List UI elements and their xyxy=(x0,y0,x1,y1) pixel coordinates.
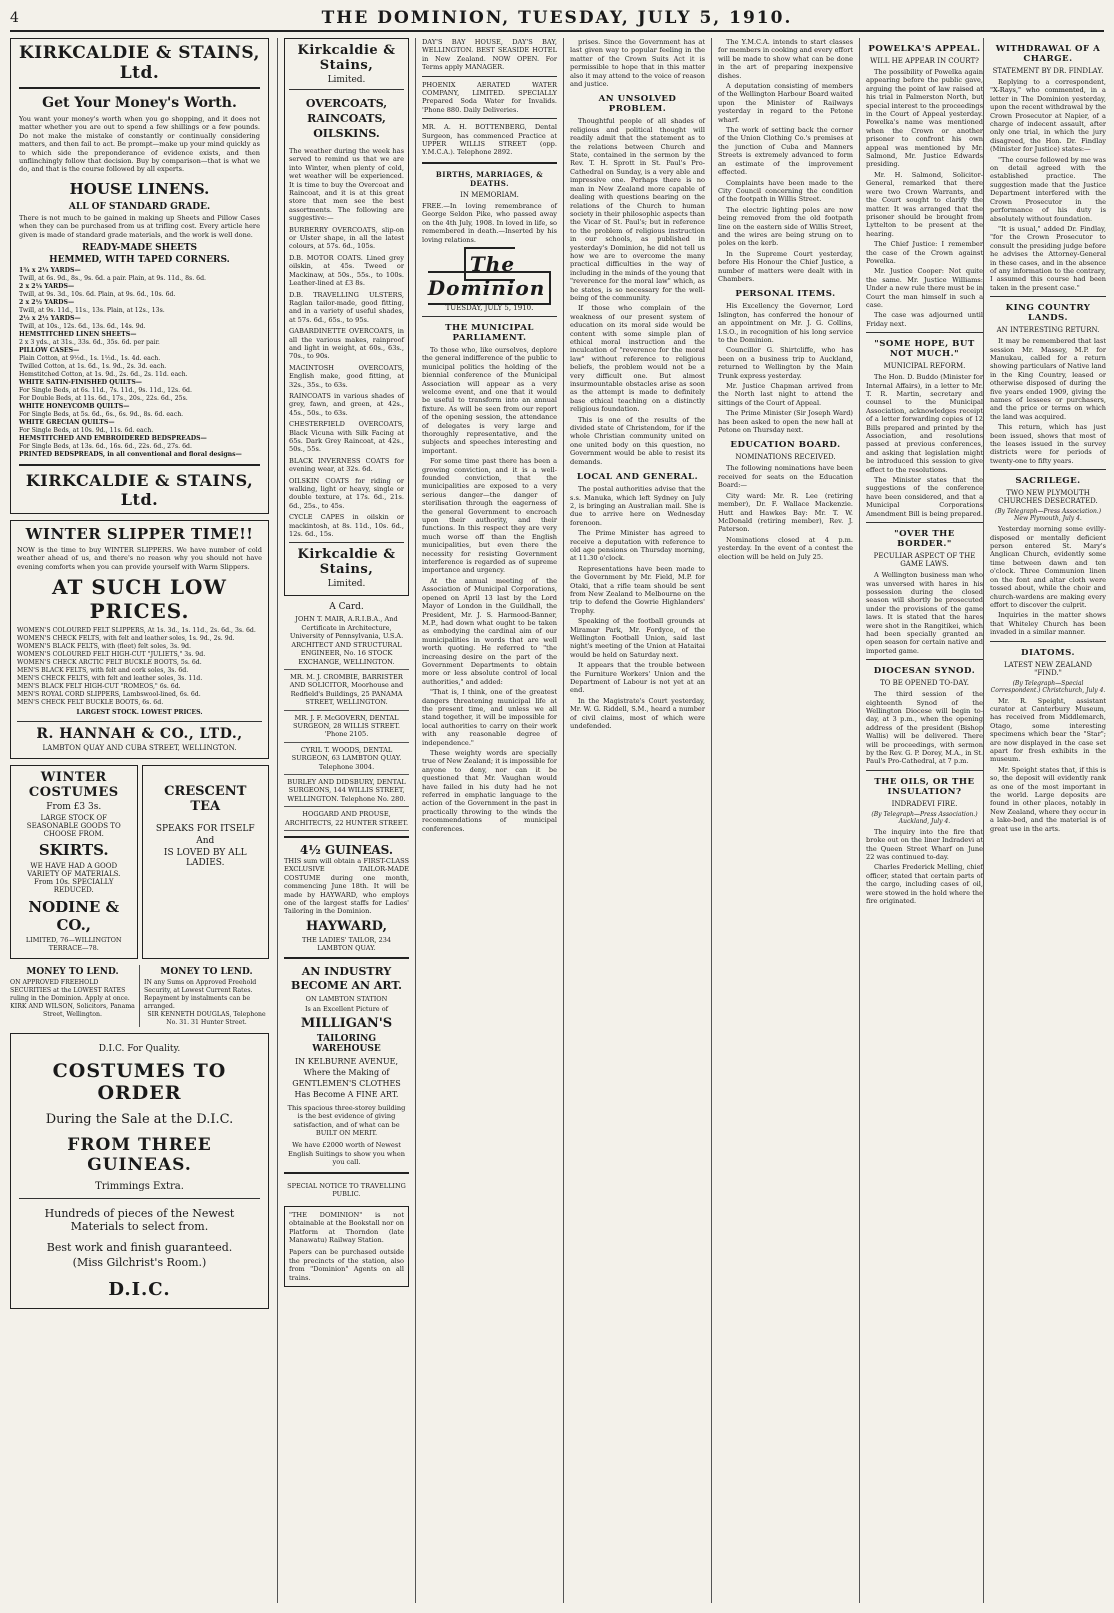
paragraph: Complaints have been made to the City Council concerning the condition of the footpath in Willis Street. xyxy=(718,178,853,204)
slipper-item: MEN'S ROYAL CORD SLIPPERS, Lambswool-lined, 6s. 6d. xyxy=(17,691,201,699)
price-line: For Double Beds, at 11s. 6d., 17s., 20s., 22s. 6d., 25s. xyxy=(19,395,188,403)
local-paragraph: Representations have been made to the Government by Mr. Field, M.P. for Otaki, that a rifle team should be sent from New Zealand to Melbourne on the trip to defend the Gowrie Highlanders' Trophy. xyxy=(570,564,705,615)
slipper-item: MEN'S BLACK FELTS, with felt and cork soles, 3s. 6d. xyxy=(17,667,189,675)
price-line: For Single Beds, at 5s. 6d., 6s., 6s. 9d., 8s. 6d. each. xyxy=(19,411,184,419)
coat-item: GABARDINETTE OVERCOATS, in all the various makes, rainproof and light in weight, at 60s., 63s., 70s., to 90s. xyxy=(289,327,404,361)
money-1-heading: MONEY TO LEND. xyxy=(26,967,119,978)
sheets-subheading: HEMMED, WITH TAPED CORNERS. xyxy=(49,255,230,266)
page-number: 4 xyxy=(10,10,19,26)
lead-paragraph: "That is, I think, one of the greatest dangers threatening municipal life at the present time, and unless we all stand together, it will be impossible for local authorities to carry on their work with any reasonable degree of independence." xyxy=(422,688,557,747)
slipper-item: WOMEN'S COLOURED FELT SLIPPERS, At 1s. 3d., 1s. 11d., 2s. 6d., 3s. 6d. xyxy=(17,627,256,635)
dic-footer: D.I.C. xyxy=(108,1279,171,1301)
border-heading: "OVER THE BORDER." xyxy=(894,529,955,550)
skirts-text: WE HAVE HAD A GOOD VARIETY OF MATERIALS. From 10s. SPECIALLY REDUCED. xyxy=(27,862,121,895)
coat-item: D.B. MOTOR COATS. Lined grey oilskin, at 45s. Tweed or Mackinaw, at 50s., 55s., to 100s. Leather-lined at £3 8s. xyxy=(289,253,404,288)
oils-heading: THE OILS, OR THE INSULATION? xyxy=(874,776,975,797)
notice-box xyxy=(284,1206,409,1287)
dic-costumes-heading: COSTUMES TO ORDER xyxy=(52,1060,227,1105)
problem-article xyxy=(570,117,705,466)
withdrawal-heading: WITHDRAWAL OF A CHARGE. xyxy=(995,44,1101,64)
skirts-heading: SKIRTS. xyxy=(38,841,109,860)
appeal-heading: POWELKA'S APPEAL. xyxy=(868,44,981,54)
money-2-heading: MONEY TO LEND. xyxy=(160,967,253,978)
milligan-text-2: This spacious three-storey building is the best evidence of giving satisfaction, and of what can be BUILT ON MERIT. xyxy=(287,1103,406,1138)
dic-sale: During the Sale at the D.I.C. xyxy=(45,1112,234,1128)
money-ad-1 xyxy=(10,965,140,1027)
education-heading: EDUCATION BOARD. xyxy=(730,440,841,451)
page-title: THE DOMINION, TUESDAY, JULY 5, 1910. xyxy=(321,8,793,28)
personal-paragraph: The Prime Minister (Sir Joseph Ward) has been asked to open the new hall at Petone on Thursday next. xyxy=(718,409,853,435)
linens-text: There is not much to be gained in making up Sheets and Pillow Cases when they can be purchased from us at trifling cost. Every article here given is made of standard grade materials, and the work is well done. xyxy=(19,213,260,239)
hope-subheading: MUNICIPAL REFORM. xyxy=(883,362,966,371)
border-article xyxy=(866,571,983,655)
price-line: WHITE SATIN-FINISHED QUILTS— xyxy=(19,379,142,387)
hope-paragraph: The Minister states that the suggestions of the conference have been considered, and that a Municipal Corporations Amendment Bill is being prepared. xyxy=(866,476,983,518)
dental-card: MR. A. H. BOTTENBERG, Dental Surgeon, has commenced Practice at UPPER WILLIS STREET (opp. Y.M.C.A.). Telephone 2892. xyxy=(422,123,557,157)
dic-room: (Miss Gilchrist's Room.) xyxy=(72,1256,207,1270)
appeal-paragraph: Mr. H. Salmond, Solicitor-General, remarked that there were two Crown Warrants, and the Court sought to clarify the matter. It was arranged that the prisoner should be brought from Lyttelton to be present at the hearing. xyxy=(866,170,983,238)
diatoms-byline: (By Telegraph—Special Correspondent.) Christchurch, July 4. xyxy=(990,679,1106,694)
hope-heading: "SOME HOPE, BUT NOT MUCH." xyxy=(874,339,975,360)
slipper-list xyxy=(17,627,262,717)
king-subheading: AN INTERESTING RETURN. xyxy=(996,326,1100,335)
column-4 xyxy=(570,38,712,1603)
column-1 xyxy=(10,38,278,1603)
crescent-text-2: And xyxy=(196,836,215,847)
column-4-top-text xyxy=(570,38,705,88)
milligan-text-3: We have £2000 worth of Newest English Suitings to show you when you call. xyxy=(288,1141,405,1167)
kirkcaldie-coats-ad xyxy=(284,38,409,596)
kirkcaldie-footer: KIRKCALDIE & STAINS, Ltd. xyxy=(25,471,254,510)
local-paragraph: In the Magistrate's Court yesterday, Mr. W. G. Riddell, S.M., heard a number of civil claims, most of which were undefended. xyxy=(570,696,705,731)
column-3 xyxy=(422,38,564,1603)
slipper-prices-heading: AT SUCH LOW PRICES. xyxy=(52,575,227,624)
price-line: HEMSTITCHED LINEN SHEETS— xyxy=(19,331,137,339)
education-subheading: NOMINATIONS RECEIVED. xyxy=(735,453,836,462)
column-7 xyxy=(990,38,1106,1603)
slipper-item: MEN'S CHECK FELTS, with felt and leather soles, 3s. 11d. xyxy=(17,675,203,683)
industry-sub: ON LAMBTON STATION xyxy=(305,994,388,1003)
coat-item: MACINTOSH OVERCOATS, English make, good fitting, at 32s., 35s., to 63s. xyxy=(289,363,404,389)
price-line: 2½ x 2½ YARDS— xyxy=(19,315,81,323)
nodine-address: LIMITED, 76—WILLINGTON TERRACE—78. xyxy=(25,936,122,953)
hope-article xyxy=(866,373,983,518)
sheets-heading: READY-MADE SHEETS xyxy=(81,243,198,254)
sacrilege-heading: SACRILEGE. xyxy=(1015,476,1081,487)
professional-card: MR. J. F. McGOVERN, DENTAL SURGEON, 28 WILLIS STREET. 'Phone 2105. xyxy=(284,714,409,743)
dic-ad xyxy=(10,1033,269,1309)
money-heading: Get Your Money's Worth. xyxy=(42,95,237,111)
slipper-heading: WINTER SLIPPER TIME!! xyxy=(25,525,254,544)
synod-heading: DIOCESAN SYNOD. xyxy=(873,666,976,677)
diatoms-subheading: LATEST NEW ZEALAND "FIND." xyxy=(1004,660,1092,677)
oils-paragraph: Charles Frederick Melling, chief officer, stated that certain parts of the cargo, including cases of oil, were stowed in the hold where the fire originated. xyxy=(866,863,983,906)
king-paragraph: It may be remembered that last session Mr. Massey, M.P. for Manukau, called for a return showing particulars of Native land in the King Country, leased or otherwise disposed of during the five years ended 1909, giving the names of lessees or purchasers, and the price or terms on which the land was acquired. xyxy=(990,337,1106,421)
price-line: Plain Cotton, at 9½d., 1s. 1½d., 1s. 4d. each. xyxy=(19,355,161,363)
slipper-item: WOMEN'S CHECK FELTS, with felt and leather soles, 1s. 9d., 2s. 9d. xyxy=(17,635,235,643)
lead-paragraph: For some time past there has been a growing conviction, and it is a well-founded conviction, that the municipalities are exposed to a very serious danger—the danger of sterilisation through the eagerness of the general Government to encroach upon their authority, and their functions. In this respect they are very much worse off than the English municipalities, but even there the necessity for resisting Government interference is regarded as of supreme importance and urgency. xyxy=(422,457,557,575)
costumes-ad xyxy=(10,765,138,959)
diatoms-paragraph: Mr. R. Speight, assistant curator at Canterbury Museum, has received from Middlemarch, Otago, some interesting specimens which bear the "Star"; are now displayed in the case set apart for fresh exhibits in the museum. xyxy=(990,696,1106,764)
lead-paragraph: These weighty words are specially true of New Zealand; it is impossible for anyone to deny, nor can it be questioned that Mr. Vaughan would have failed in his duty had he not referred in emphatic language to the action of the Government in the past in practically throwing to the winds the recommendations of municipal conferences. xyxy=(422,749,557,833)
hope-paragraph: The Hon. D. Buddo (Minister for Internal Affairs), in a letter to Mr. T. R. Martin, secretary and counsel to the Municipal Association, acknowledges receipt of a letter forwarding copies of 12 Bills prepared and printed by the Association, and resolutions passed at previous conferences, and asking that legislation might be introduced this session to give effect to the resolutions. xyxy=(866,373,983,474)
column-6 xyxy=(866,38,984,1603)
industry-heading: AN INDUSTRY BECOME AN ART. xyxy=(291,964,402,992)
memoriam-heading: IN MEMORIAM. xyxy=(460,190,519,199)
price-line: Hemstitched Cotton, at 1s. 9d., 2s. 6d., 2s. 11d. each. xyxy=(19,371,188,379)
lead-paragraph: To those who, like ourselves, deplore the general indifference of the public to municipal politics the holding of the biennial conference of the Municipal Association will appear as a very welcome event, and one that it would be useful to transform into an annual fixture. As will be seen from our report of the opening session, the attendance of delegates is very large and thoroughly representative, and the subjects and speeches interesting and important. xyxy=(422,345,557,455)
slipper-item: WOMEN'S BLACK FELTS, with (fleet) felt soles, 3s. 9d. xyxy=(17,643,191,651)
nodine-name: NODINE & CO., xyxy=(28,898,120,935)
price-line: For Single Beds, at 13s. 6d., 16s. 6d., 22s. 6d., 27s. 6d. xyxy=(19,443,192,451)
paragraph: A deputation consisting of members of the Wellington Harbour Board waited upon the Minister of Railways yesterday in regard to the Petone wharf. xyxy=(718,82,853,124)
money-1-firm: KIRK AND WILSON, Solicitors, Panama Street, Wellington. xyxy=(10,1003,135,1019)
money-ad-2 xyxy=(144,965,269,1027)
price-line: PRINTED BEDSPREADS, in all conventional and floral designs— xyxy=(19,451,242,459)
coat-item: OILSKIN COATS for riding or walking, light or heavy, single or double texture, at 17s. 6d., 21s. 6d., 25s., to 45s. xyxy=(289,476,404,510)
kirk-coats-heading-2: Kirkcaldie & Stains, xyxy=(297,547,396,578)
coat-item: CYCLE CAPES in oilskin or mackintosh, at 8s. 11d., 10s. 6d., 12s. 6d., 15s. xyxy=(289,513,404,539)
crescent-text-1: SPEAKS FOR ITSELF xyxy=(155,824,255,835)
money-text: You want your money's worth when you go shopping, and it does not matter whether you are out to spend a few shillings or a few pounds. Do not make the mistake of constantly or continually considering matters, and then fail to act. Be prompt—make up your mind quickly as to which side the preponderance of evidence exists, and then unflinchingly follow that decision. Buy by comparison—that is what we do, and that is the course followed by all experts. xyxy=(19,115,260,174)
appeal-paragraph: The case was adjourned until Friday next. xyxy=(866,311,983,328)
costume-crescent-row xyxy=(10,765,269,959)
money-2-firm: SIR KENNETH DOUGLAS, Telephone No. 31. 31 Hunter Street. xyxy=(147,1011,266,1027)
appeal-article xyxy=(866,68,983,328)
slipper-item: WOMEN'S COLOURED FELT HIGH-CUT "JULIETS," 3s. 9d. xyxy=(17,651,206,659)
problem-paragraph: This is one of the results of the divided state of Christendom, for if the whole Christian community united on one united body on this question, no Government would be able to resist its demands. xyxy=(570,415,705,466)
money-1-text: ON APPROVED FREEHOLD SECURITIES at the LOWEST RATES ruling in the Dominion. Apply at once. xyxy=(10,979,130,1003)
crescent-text-3: IS LOVED BY ALL LADIES. xyxy=(163,848,247,869)
milligan-name: MILLIGAN'S xyxy=(300,1015,393,1031)
slipper-item: MEN'S BLACK FELT HIGH-CUT "ROMEOS," 6s. 6d. xyxy=(17,683,181,691)
date-line: TUESDAY, JULY 5, 1910. xyxy=(445,303,534,312)
kirkcaldie-heading: KIRKCALDIE & STAINS, Ltd. xyxy=(19,43,260,83)
king-paragraph: This return, which has just been issued, shows that most of the leases issued in the survey districts were for periods of twenty-one to fifty years. xyxy=(990,423,1106,465)
hayward-name: HAYWARD, xyxy=(306,918,387,934)
dominion-masthead xyxy=(422,252,557,300)
education-paragraph: Nominations closed at 4 p.m. yesterday. In the event of a contest the election will be held on July 25. xyxy=(718,535,853,561)
slipper-item: MEN'S CHECK FELT BUCKLE BOOTS, 6s. 6d. xyxy=(17,699,164,707)
price-line: 2 x 2½ YARDS— xyxy=(19,299,75,307)
dic-pieces: Hundreds of pieces of the Newest Materials to select from. xyxy=(44,1207,235,1234)
price-line: Twill, at 9s. 11d., 11s., 13s. Plain, at 12s., 13s. xyxy=(19,307,165,315)
notice-text-2: Papers can be purchased outside the precincts of the station, also from "Dominion" Agents on all trains. xyxy=(289,1248,404,1282)
withdrawal-article xyxy=(990,78,1106,292)
notice-text: "THE DOMINION" is not obtainable at the Bookstall nor on Platform at Thorndon (late Manawatu) Railway Station. xyxy=(289,1210,404,1244)
linens-heading: HOUSE LINENS. xyxy=(69,179,210,198)
coat-item: RAINCOATS in various shades of grey, fawn, and green, at 42s., 45s., 50s., to 63s. xyxy=(289,391,404,417)
professional-card: CYRIL T. WOODS, DENTAL SURGEON, 63 LAMBTON QUAY. Telephone 3004. xyxy=(284,746,409,775)
dominion-logo: The Dominion xyxy=(428,247,551,305)
sacrilege-article xyxy=(990,525,1106,636)
crescent-ad xyxy=(142,765,270,959)
cards-heading: A Card. xyxy=(329,602,364,613)
price-line: 2 x 3 yds., at 31s., 33s. 6d., 35s. 6d. per pair. xyxy=(19,339,160,347)
dic-guineas: FROM THREE GUINEAS. xyxy=(67,1135,212,1176)
oils-subheading: INDRADEVI FIRE. xyxy=(891,799,958,808)
synod-subheading: TO BE OPENED TO-DAY. xyxy=(879,679,970,688)
personal-heading: PERSONAL ITEMS. xyxy=(735,289,836,300)
price-line: WHITE HONEYCOMB QUILTS— xyxy=(19,403,130,411)
education-article xyxy=(718,464,853,560)
paragraph: In the Supreme Court yesterday, before His Honour the Chief Justice, a number of matters were dealt with in Chambers. xyxy=(718,249,853,283)
personal-paragraph: Councillor G. Shirtcliffe, who has been on a business trip to Auckland, returned to Wellington by the Main Trunk express yesterday. xyxy=(718,346,853,380)
column-2 xyxy=(284,38,416,1603)
dic-best: Best work and finish guaranteed. xyxy=(46,1241,233,1255)
personal-paragraph: Mr. Justice Chapman arrived from the North last night to attend the sittings of the Court of Appeal. xyxy=(718,382,853,407)
phoenix-ad: PHOENIX AERATED WATER COMPANY, LIMITED. SPECIALLY Prepared Soda Water for Invalids. 'Phone 880. Daily Deliveries. xyxy=(422,80,557,114)
hannah-address: LAMBTON QUAY AND CUBA STREET, WELLINGTON. xyxy=(42,744,237,753)
withdrawal-subheading: STATEMENT BY DR. FINDLAY. xyxy=(992,67,1104,75)
column-5-top-text xyxy=(718,38,853,283)
local-paragraph: The postal authorities advise that the s.s. Manuka, which left Sydney on July 2, is bringing an Australian mail. She is due to arrive here on Wednesday forenoon. xyxy=(570,485,705,527)
diatoms-heading: DIATOMS. xyxy=(1021,647,1075,658)
dic-trimmings: Trimmings Extra. xyxy=(95,1181,184,1193)
dic-small: D.I.C. For Quality. xyxy=(98,1044,181,1055)
king-article xyxy=(990,337,1106,465)
synod-paragraph: The third session of the eighteenth Synod of the Wellington Diocese will begin to-day, at 3 p.m., when the opening address of the president (Bishop Wallis) will be delivered. There will be proceedings, with sermon by the Rev. G. P. Dorey, M.A., in St. Paul's Pro-Cathedral, at 7 p.m. xyxy=(866,690,983,766)
lead-heading: THE MUNICIPAL PARLIAMENT. xyxy=(445,322,534,343)
local-paragraph: Speaking of the football grounds at Miramar Park, Mr. Fordyce, of the Wellington Football Union, said last night's meeting of the Union at Hataitai would be held on Saturday next. xyxy=(570,617,705,659)
crescent-heading: CRESCENT TEA xyxy=(164,784,247,815)
masthead xyxy=(10,6,1104,32)
professional-card: BURLEY AND DIDSBURY, DENTAL SURGEONS, 144 WILLIS STREET, WELLINGTON. Telephone No. 280. xyxy=(284,778,409,807)
coat-item: BURBERRY OVERCOATS, slip-on or Ulster shape, in all the latest colours, at 57s. 6d., 105s. xyxy=(289,225,404,251)
column-5 xyxy=(718,38,860,1603)
coat-item: D.B. TRAVELLING ULSTERS, Raglan tailor-made, good fitting, and in a variety of useful shades, at 57s. 6d., 65s., to 95s. xyxy=(289,290,404,324)
paragraph: The electric lighting poles are now being removed from the old footpath line on the eastern side of Willis Street, and the wires are being strung on to poles on the kerb. xyxy=(718,205,853,248)
local-heading: LOCAL AND GENERAL. xyxy=(576,472,699,483)
price-line: Twill, at 10s., 12s. 6d., 13s. 6d., 14s. 9d. xyxy=(19,323,146,331)
slipper-item: WOMEN'S CHECK ARCTIC FELT BUCKLE BOOTS, 5s. 6d. xyxy=(17,659,202,667)
personal-paragraph: His Excellency the Governor, Lord Islington, has conferred the honour of an appointment on Mr. J. G. Collins, I.S.O., in recognition of his long service to the Dominion. xyxy=(718,302,853,344)
professional-card: JOHN T. MAIR, A.R.I.B.A., And Certificate in Architecture, University of Pennsylvania, U.S.A. ARCHITECT AND STRUCTURAL ENGINEER, No. 16 STOCK EXCHANGE, WELLINGTON. xyxy=(284,615,409,669)
days-bay-ad: DAY'S BAY HOUSE, DAY'S BAY, WELLINGTON. BEST SEASIDE HOTEL in New Zealand. NOW OPEN. For Terms apply MANAGER. xyxy=(422,38,557,72)
personal-article xyxy=(718,302,853,434)
lead-article xyxy=(422,346,557,833)
money-2-text: IN any Sums on Approved Freehold Security, at Lowest Current Rates. Repayment by instalments can be arranged. xyxy=(144,979,257,1011)
appeal-paragraph: The possibility of Powelka again appearing before the public gave, arguing the point of law raised at his trial in Palmerston North, but special interest to the proceedings in the Court of Appeal yesterday. Powelka's name was mentioned when the Crown or another prisoner to confront his own appeal was mentioned by Mr. Salmond, Mr. Justice Edwards presiding. xyxy=(866,68,983,169)
price-line: Twilled Cotton, at 1s. 6d., 1s. 9d., 2s. 3d. each. xyxy=(19,363,167,371)
education-paragraph: City ward: Mr. R. Lee (retiring member), Dr. F. Wallace Mackenzie. Hutt and Hawkes Bay: Mr. T. W. McDonald (retiring member), Rev. J. Paterson. xyxy=(718,491,853,534)
price-list xyxy=(19,267,260,459)
sacrilege-paragraph: Yesterday morning some evilly-disposed or mentally deficient person entered St. Mary's Anglican Church, evidently some time between dawn and ten o'clock. Three Communion linen on the font and altar cloth were tossed about, while the choir and church-wardens are making every effort to discover the culprit. xyxy=(990,525,1106,609)
paragraph: prises. Since the Government has at last given way to popular feeling in the matter of the Crown Suits Act it is permissible to hope that in this matter also it may attend to the voice of reason and justice. xyxy=(570,38,705,89)
price-line: 2 x 2¼ YARDS— xyxy=(19,283,75,291)
price-line: HEMSTITCHED AND EMBROIDERED BEDSPREADS— xyxy=(19,435,207,443)
oils-byline: (By Telegraph—Press Association.) Auckland, July 4. xyxy=(871,810,978,825)
withdrawal-paragraph: Replying to a correspondent, "X-Rays," who commented, in a letter in The Dominion yesterday, upon the recent withdrawal by the Crown Prosecutor at Napier, of a charge of indecent assault, after only one trial, in which the jury disagreed, the Hon. Dr. Findlay (Minister for Justice) states:— xyxy=(990,78,1106,154)
hannah-name: R. HANNAH & CO., LTD., xyxy=(36,726,243,743)
price-line: Twill, at 9s. 3d., 10s. 6d. Plain, at 9s. 6d., 10s. 6d. xyxy=(19,291,176,299)
price-line: For Single Beds, at 6s. 11d., 7s. 11d., 9s. 11d., 12s. 6d. xyxy=(19,387,192,395)
oils-article xyxy=(866,828,983,906)
milligan-text: IN KELBURNE AVENUE, Where the Making of GENTLEMEN'S CLOTHES Has Become A FINE ART. xyxy=(292,1056,401,1099)
industry-text: Is an Excellent Picture of xyxy=(304,1004,389,1013)
appeal-subheading: WILL HE APPEAR IN COURT? xyxy=(870,57,979,65)
price-line: 1¾ x 2¼ YARDS— xyxy=(19,267,81,275)
paragraph: The Y.M.C.A. intends to start classes for members in cooking and every effort will be made to show what can be done in the art of preparing inexpensive dishes. xyxy=(718,38,853,80)
local-paragraph: It appears that the trouble between the Furniture Workers' Union and the Department of Labour is not yet at an end. xyxy=(570,661,705,695)
slipper-text: NOW is the time to buy WINTER SLIPPERS. We have number of cold weather ahead of us, and there's no reason why you should not have evening comforts when you can provide yourself with Warm Slippers. xyxy=(17,546,262,571)
appeal-paragraph: The Chief Justice: I remember the case of the Crown against Powelka. xyxy=(866,240,983,265)
professional-card: HOGGARD AND PROUSE, ARCHITECTS, 22 HUNTER STREET. xyxy=(284,810,409,831)
hayward-sub: THE LADIES' TAILOR, 234 LAMBTON QUAY. xyxy=(302,935,391,952)
sacrilege-byline: (By Telegraph—Press Association.) New Plymouth, July 4. xyxy=(994,508,1102,523)
kirk-coats-sub: Limited. xyxy=(327,75,366,85)
money-row xyxy=(10,965,269,1027)
price-line: For Single Beds, at 10s. 9d., 11s. 6d. each. xyxy=(19,427,154,435)
problem-paragraph: Thoughtful people of all shades of religious and political thought will readily admit that the statement as to the relations between Church and State, contained in the sermon by the Rev. T. H. Sprott in St. Paul's Pro-Cathedral on Sunday, is a very able and impressive one. Perhaps there is no man in New Zealand more capable of dealing with questions bearing on the relations of the Church to human society in their philosophic aspects than the Vicar of St. Paul's; but in reference to the problem of religious instruction in our schools, as published in yesterday's Dominion, he did not tell us how we are to overcome the many practical difficulties in the way of including in the minds of the young that "reverence for the moral law" which, as he states, is so necessary for the well-being of the community. xyxy=(570,117,705,302)
kirk-coats-heading: Kirkcaldie & Stains, xyxy=(297,43,396,73)
coats-heading: OVERCOATS, RAINCOATS, OILSKINS. xyxy=(305,97,388,140)
lead-paragraph: At the annual meeting of the Association of Municipal Corporations, opened on April 13 last by the Lord Mayor of London in the Guildhall, the President, Mr. J. S. Harmood-Banner, M.P., had down what ought to be taken as embodying the cardinal aim of our municipalities in words that are well worth quoting. He referred to "the increasing desire on the part of the Government Departments to obtain more or less absolute control of local authorities," and added: xyxy=(422,576,557,686)
price-line: PILLOW CASES— xyxy=(19,347,80,355)
oils-paragraph: The inquiry into the fire that broke out on the liner Indradevi at the Queen Street Wharf on June 22 was continued to-day. xyxy=(866,827,983,862)
notice-heading: SPECIAL NOTICE TO TRAVELLING PUBLIC. xyxy=(287,1181,406,1198)
price-line: Twill, at 6s. 9d., 8s., 9s. 6d. a pair. Plain, at 9s. 11d., 8s. 6d. xyxy=(19,275,207,283)
diatoms-paragraph: Mr. Speight states that, if this is so, the deposit will evidently rank as one of the most important in the world. Large deposits are found in other places, notably in New Zealand, where they occur in a lake-bed, and the material is of great use in the arts. xyxy=(990,765,1106,833)
sacrilege-subheading: TWO NEW PLYMOUTH CHURCHES DESECRATED. xyxy=(998,489,1098,506)
appeal-paragraph: Mr. Justice Cooper: Not quite the same. Mr. Justice Williams: Under a new rule there must be in Court the man himself in such a case. xyxy=(866,267,983,309)
synod-article xyxy=(866,690,983,766)
king-heading: KING COUNTRY LANDS. xyxy=(1005,303,1091,324)
linens-subheading: ALL OF STANDARD GRADE. xyxy=(68,201,211,212)
coat-item: CHESTERFIELD OVERCOATS, Black Vicuna with Silk Facing at 65s. Dark Grey Raincoat, at 42s., 50s., 55s. xyxy=(289,420,404,454)
coat-list xyxy=(289,226,404,539)
border-paragraph: A Wellington business man who was unversed with hares in his possession during the closed season will shortly be prosecuted under the provisions of the game laws. It is stated that the hares were shot in the Rangitikei, which had been specially granted an open season for certain native and imported game. xyxy=(866,571,983,655)
coat-item: BLACK INVERNESS COATS for evening wear, at 32s. 6d. xyxy=(289,456,404,474)
problem-heading: AN UNSOLVED PROBLEM. xyxy=(598,94,677,115)
local-article xyxy=(570,485,705,730)
coats-text: The weather during the week has served to remind us that we are into Winter, when plenty of cold, wet weather will be experienced. It is time to buy the Overcoat and Raincoat, and it is at this great store that men see the best assortments. The following are suggestive:— xyxy=(289,147,404,223)
kirk-coats-sub-2: Limited. xyxy=(327,579,366,590)
sacrilege-paragraph: Inquiries in the matter shows that Whiteley Church has been invaded in a similar manner. xyxy=(990,611,1106,637)
births-heading: BIRTHS, MARRIAGES, & DEATHS. xyxy=(435,169,544,188)
kirkcaldie-ad xyxy=(10,38,269,514)
card-list xyxy=(284,615,409,831)
slipper-item: LARGEST STOCK. LOWEST PRICES. xyxy=(76,709,203,717)
local-paragraph: The Prime Minister has agreed to receive a deputation with reference to old age pensions on Thursday morning, at 11.30 o'clock. xyxy=(570,529,705,563)
costumes-from: From £3 3s. xyxy=(46,802,102,813)
border-subheading: PECULIAR ASPECT OF THE GAME LAWS. xyxy=(873,552,976,569)
price-line: WHITE GRECIAN QUILTS— xyxy=(19,419,115,427)
diatoms-article xyxy=(990,697,1106,834)
guineas-text: THIS sum will obtain a FIRST-CLASS EXCLUSIVE TAILOR-MADE COSTUME during one month, commencing June 18th. It will be made by HAYWARD, who employs one of the largest staffs for Ladies' Tailoring in the Dominion. xyxy=(284,857,409,916)
paragraph: The work of setting back the corner of the Union Clothing Co.'s premises at the junction of Cuba and Manners Streets is extremely advanced to form an estimate of the improvement effected. xyxy=(718,126,853,177)
guineas-heading: 4½ GUINEAS. xyxy=(299,843,394,857)
slipper-ad xyxy=(10,520,269,759)
milligan-sub: TAILORING WAREHOUSE xyxy=(312,1033,381,1054)
education-paragraph: The following nominations have been received for seats on the Education Board:— xyxy=(718,464,853,490)
costumes-text: LARGE STOCK OF SEASONABLE GOODS TO CHOOSE FROM. xyxy=(26,814,121,839)
withdrawal-paragraph: "It is usual," added Dr. Findlay, "for the Crown Prosecutor to consult the presiding judge before he advises the Attorney-General in these cases, and in the absence of any information to the contrary, I assumed this course had been taken in the present case." xyxy=(990,224,1106,292)
memoriam-text: FREE.—In loving remembrance of George Seldon Pike, who passed away on the 4th July, 1908. In loved in life, so remembered in death.—Inserted by his loving relations. xyxy=(422,201,557,244)
problem-paragraph: If those who complain of the weakness of our present system of education on its moral side would be content with some simple plan of ethical moral instruction and the inculcation of "reverence for the moral law" without reference to religious beliefs, the problem would not be a very difficult one. But almost insurmountable obstacles arise as soon as the attempt is made to definitely base ethical teaching on a distinctly religious foundation. xyxy=(570,304,705,414)
professional-card: MR. M. J. CROMBIE, BARRISTER AND SOLICITOR, Moorhouse and Redfield's Buildings, 25 PANAMA STREET, WELLINGTON. xyxy=(284,673,409,711)
costumes-heading: WINTER COSTUMES xyxy=(28,770,119,801)
withdrawal-paragraph: "The course followed by me was on detail agreed with the established practice. The suggestion made that the Justice Department interfered with the Crown Prosecutor in the performance of his duty is absolutely without foundation. xyxy=(990,155,1106,223)
